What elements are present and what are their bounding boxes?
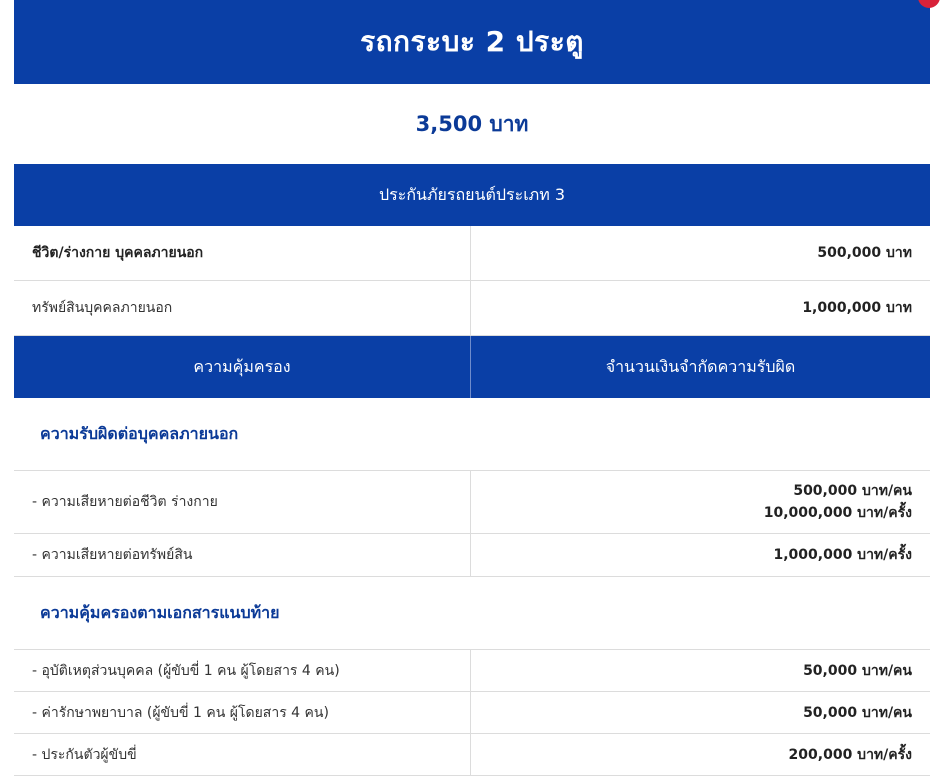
section-header: [14, 577, 930, 650]
section-third-party-title: ความรับผิดต่อบุคคลภายนอก: [14, 398, 930, 471]
coverage-label: - ค่ารักษาพยาบาล (ผู้ขับขี่ 1 คน ผู้โดยสาร 4 คน): [14, 692, 471, 734]
coverage-label: - ประกันตัวผู้ขับขี่: [14, 734, 471, 776]
coverage-value-line: 10,000,000 บาท/ครั้ง: [763, 505, 912, 521]
coverage-value: [471, 471, 931, 534]
table-row: [14, 650, 930, 692]
coverage-label: - ความเสียหายต่อชีวิต ร่างกาย: [14, 471, 471, 534]
corner-badge-icon[interactable]: [918, 0, 940, 8]
table-row: [14, 471, 930, 534]
table-header: [14, 336, 930, 399]
section-endorsement-title: ความคุ้มครองตามเอกสารแนบท้าย: [14, 577, 930, 650]
plan-title: ประกันภัยรถยนต์ประเภท 3: [378, 184, 566, 204]
coverage-label: - ความเสียหายต่อทรัพย์สิน: [14, 534, 471, 577]
vehicle-title-bar: [14, 0, 930, 84]
summary-label: ชีวิต/ร่างกาย บุคคลภายนอก: [14, 226, 471, 281]
price: 3,500 บาท: [415, 111, 529, 136]
section-header: [14, 398, 930, 471]
coverage-value: 50,000 บาท/คน: [471, 692, 931, 734]
header-limit: จำนวนเงินจำกัดความรับผิด: [471, 336, 931, 399]
table-row: [14, 534, 930, 577]
plan-bar: [14, 164, 930, 226]
table-row: [14, 734, 930, 776]
summary-label: ทรัพย์สินบุคคลภายนอก: [14, 281, 471, 336]
coverage-value: 200,000 บาท/ครั้ง: [471, 734, 931, 776]
table-row: [14, 692, 930, 734]
summary-value: 500,000 บาท: [471, 226, 931, 281]
table-row: [14, 226, 930, 281]
vehicle-title: รถกระบะ 2 ประตู: [360, 25, 584, 58]
coverage-label: - อุบัติเหตุส่วนบุคคล (ผู้ขับขี่ 1 คน ผู้โดยสาร 4 คน): [14, 650, 471, 692]
table-row: [14, 281, 930, 336]
insurance-card: [14, 0, 930, 776]
coverage-value: 1,000,000 บาท/ครั้ง: [471, 534, 931, 577]
summary-value: 1,000,000 บาท: [471, 281, 931, 336]
coverage-table: [14, 226, 930, 776]
coverage-value-line: 500,000 บาท/คน: [793, 483, 912, 499]
coverage-value: 50,000 บาท/คน: [471, 650, 931, 692]
header-coverage: ความคุ้มครอง: [14, 336, 471, 399]
